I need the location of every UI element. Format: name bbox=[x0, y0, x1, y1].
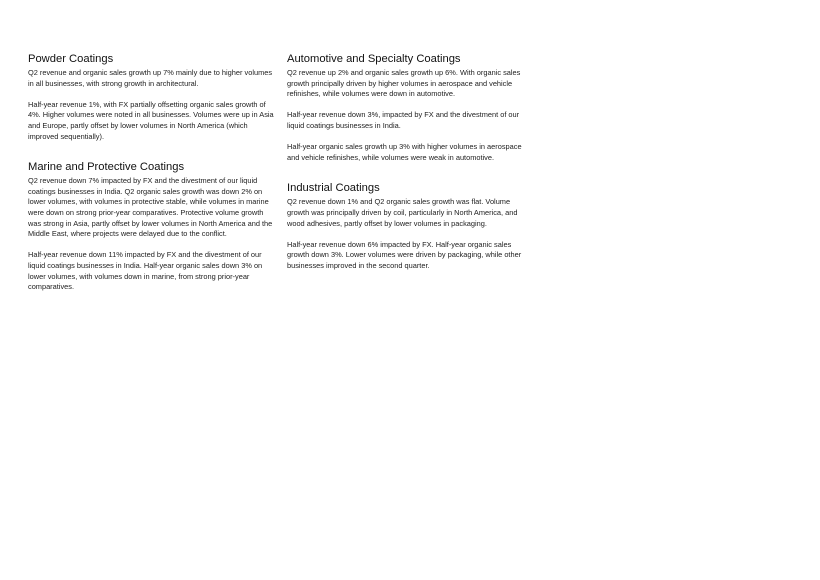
paragraph: Q2 revenue and organic sales growth up 7% mainly due to higher volumes in all businesses, with strong growth in architectural. bbox=[28, 68, 273, 88]
paragraph: Q2 revenue up 2% and organic sales growth up 6%. With organic sales growth principally driven by higher volumes in aerospace and vehicle refinishes, while volumes were down in automotive. bbox=[287, 68, 521, 99]
section-industrial-coatings bbox=[287, 181, 534, 271]
paragraph: Half-year revenue down 11% impacted by FX and the divestment of our liquid coatings businesses in India. Half-year organic sales down 3% on lower volumes, with volumes down in marine, from strong prior-year comparatives. bbox=[28, 250, 263, 292]
left-column bbox=[28, 52, 275, 293]
paragraph: Half-year organic sales growth up 3% with higher volumes in aerospace and vehicle refinishes, while volumes were weak in automotive. bbox=[287, 142, 522, 162]
paragraph: Q2 revenue down 7% impacted by FX and the divestment of our liquid coatings businesses in India. Q2 organic sales growth was down 2% on lower volumes, with volumes in protective stable, while volumes in marine were down on strong prior-year comparatives. Protective volume growth was strong in Asia, partly offset by lower volumes in North America and the Middle East, where projects were delayed due to the conflict. bbox=[28, 176, 273, 239]
section-title: Industrial Coatings bbox=[287, 182, 380, 195]
paragraph: Half-year revenue 1%, with FX partially offsetting organic sales growth of 4%. Higher volumes were noted in all businesses. Volumes were up in Asia and Europe, partly offset by lower volumes in North America (which improved sequentially). bbox=[28, 99, 274, 141]
section-automotive-specialty-coatings bbox=[287, 52, 534, 163]
section-title: Powder Coatings bbox=[28, 53, 114, 65]
section-powder-coatings bbox=[28, 52, 275, 142]
paragraph: Half-year revenue down 3%, impacted by FX and the divestment of our liquid coatings businesses in India. bbox=[287, 110, 520, 130]
section-title: Automotive and Specialty Coatings bbox=[287, 53, 461, 65]
paragraph: Q2 revenue down 1% and Q2 organic sales growth was flat. Volume growth was principally driven by coil, particularly in North America, and wood adhesives, partly offset by lower volumes in packaging. bbox=[287, 197, 518, 228]
paragraph: Half-year revenue down 6% impacted by FX. Half-year organic sales growth down 3%. Lower volumes were driven by packaging, while other businesses improved in the second quarter. bbox=[287, 239, 522, 270]
section-title: Marine and Protective Coatings bbox=[28, 161, 185, 174]
section-marine-protective-coatings bbox=[28, 160, 275, 293]
right-column bbox=[287, 52, 534, 272]
